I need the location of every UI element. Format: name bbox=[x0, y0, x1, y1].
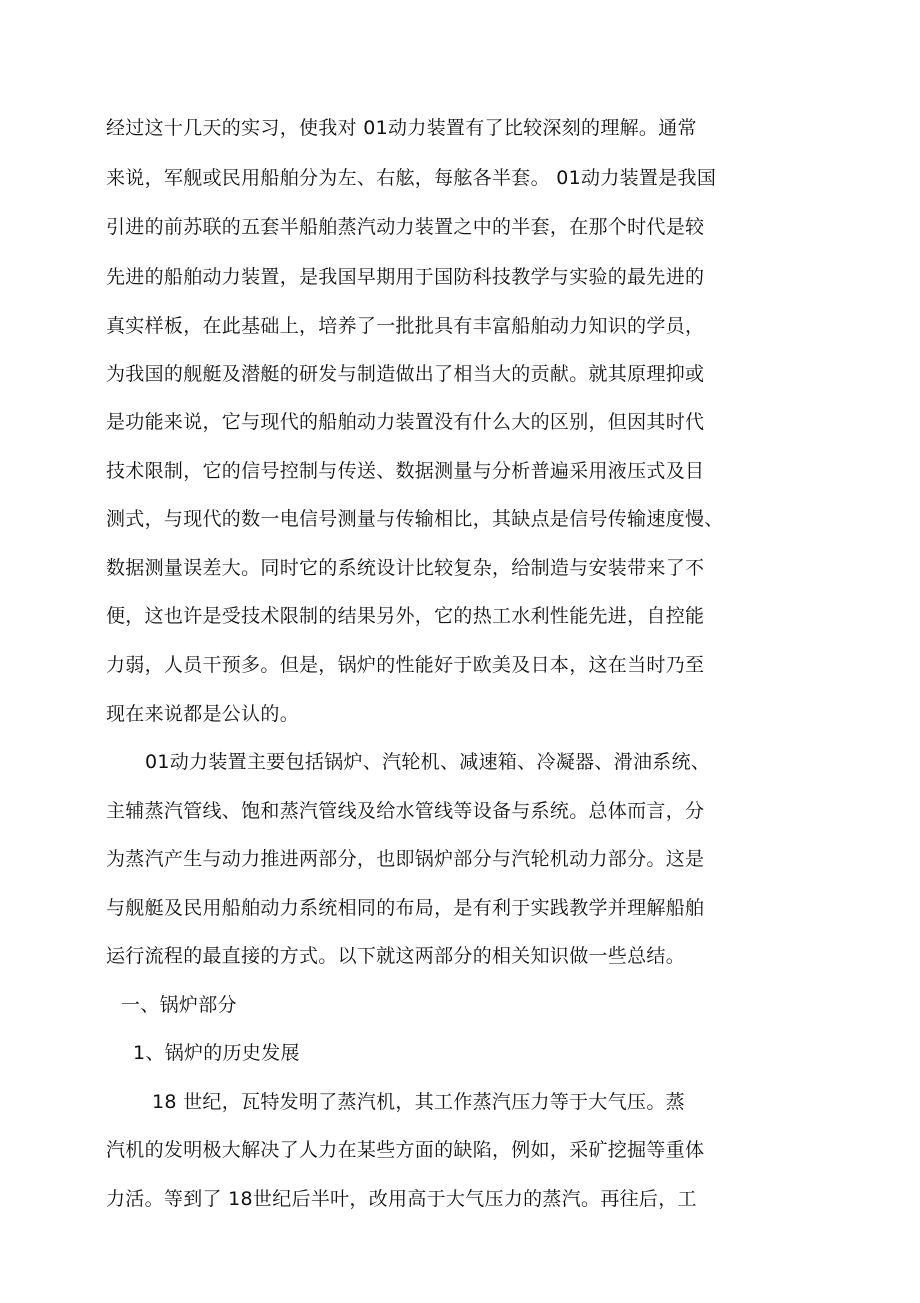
paragraph-start-line: 18 世纪，瓦特发明了蒸汽机，其工作蒸汽压力等于大气压。蒸 bbox=[152, 1091, 685, 1113]
text-line: 数据测量误差大。同时它的系统设计比较复杂，给制造与安装带来了不 bbox=[106, 557, 705, 579]
text-line: 真实样板，在此基础上，培养了一批批具有丰富船舶动力知识的学员， bbox=[106, 315, 705, 337]
text-line: 力活。等到了 18世纪后半叶，改用高于大气压力的蒸汽。再往后，工 bbox=[106, 1188, 697, 1210]
text-line: 来说，军舰或民用船舶分为左、右舷，每舷各半套。 01动力装置是我国 bbox=[106, 167, 717, 189]
subsection-heading: 1、锅炉的历史发展 bbox=[133, 1042, 300, 1064]
text-line: 经过这十几天的实习，使我对 01动力装置有了比较深刻的理解。通常 bbox=[106, 117, 697, 139]
text-line: 汽机的发明极大解决了人力在某些方面的缺陷，例如，采矿挖掘等重体 bbox=[106, 1139, 705, 1161]
text-line: 技术限制，它的信号控制与传送、数据测量与分析普遍采用液压式及目 bbox=[106, 460, 705, 482]
text-line: 先进的船舶动力装置，是我国早期用于国防科技教学与实验的最先进的 bbox=[106, 266, 705, 288]
text-line: 测式，与现代的数一电信号测量与传输相比，其缺点是信号传输速度慢、 bbox=[106, 508, 724, 530]
section-heading: 一、锅炉部分 bbox=[121, 994, 237, 1016]
text-line: 力弱，人员干预多。但是，锅炉的性能好于欧美及日本，这在当时乃至 bbox=[106, 654, 705, 676]
text-line: 与舰艇及民用船舶动力系统相同的布局，是有利于实践教学并理解船舶 bbox=[106, 897, 705, 919]
text-line: 便，这也许是受技术限制的结果另外，它的热工水利性能先进，自控能 bbox=[106, 605, 705, 627]
text-line: 是功能来说，它与现代的船舶动力装置没有什么大的区别，但因其时代 bbox=[106, 411, 705, 433]
text-line: 为蒸汽产生与动力推进两部分，也即锅炉部分与汽轮机动力部分。这是 bbox=[106, 848, 705, 870]
text-line: 现在来说都是公认的。 bbox=[106, 703, 300, 725]
paragraph-start-line: 01动力装置主要包括锅炉、汽轮机、减速箱、冷凝器、滑油系统、 bbox=[145, 751, 711, 773]
text-line: 运行流程的最直接的方式。以下就这两部分的相关知识做一些总结。 bbox=[106, 945, 686, 967]
text-line: 主辅蒸汽管线、饱和蒸汽管线及给水管线等设备与系统。总体而言，分 bbox=[106, 800, 705, 822]
text-line: 引进的前苏联的五套半船舶蒸汽动力装置之中的半套，在那个时代是较 bbox=[106, 216, 705, 238]
text-line: 为我国的舰艇及潜艇的研发与制造做出了相当大的贡献。就其原理抑或 bbox=[106, 363, 705, 385]
